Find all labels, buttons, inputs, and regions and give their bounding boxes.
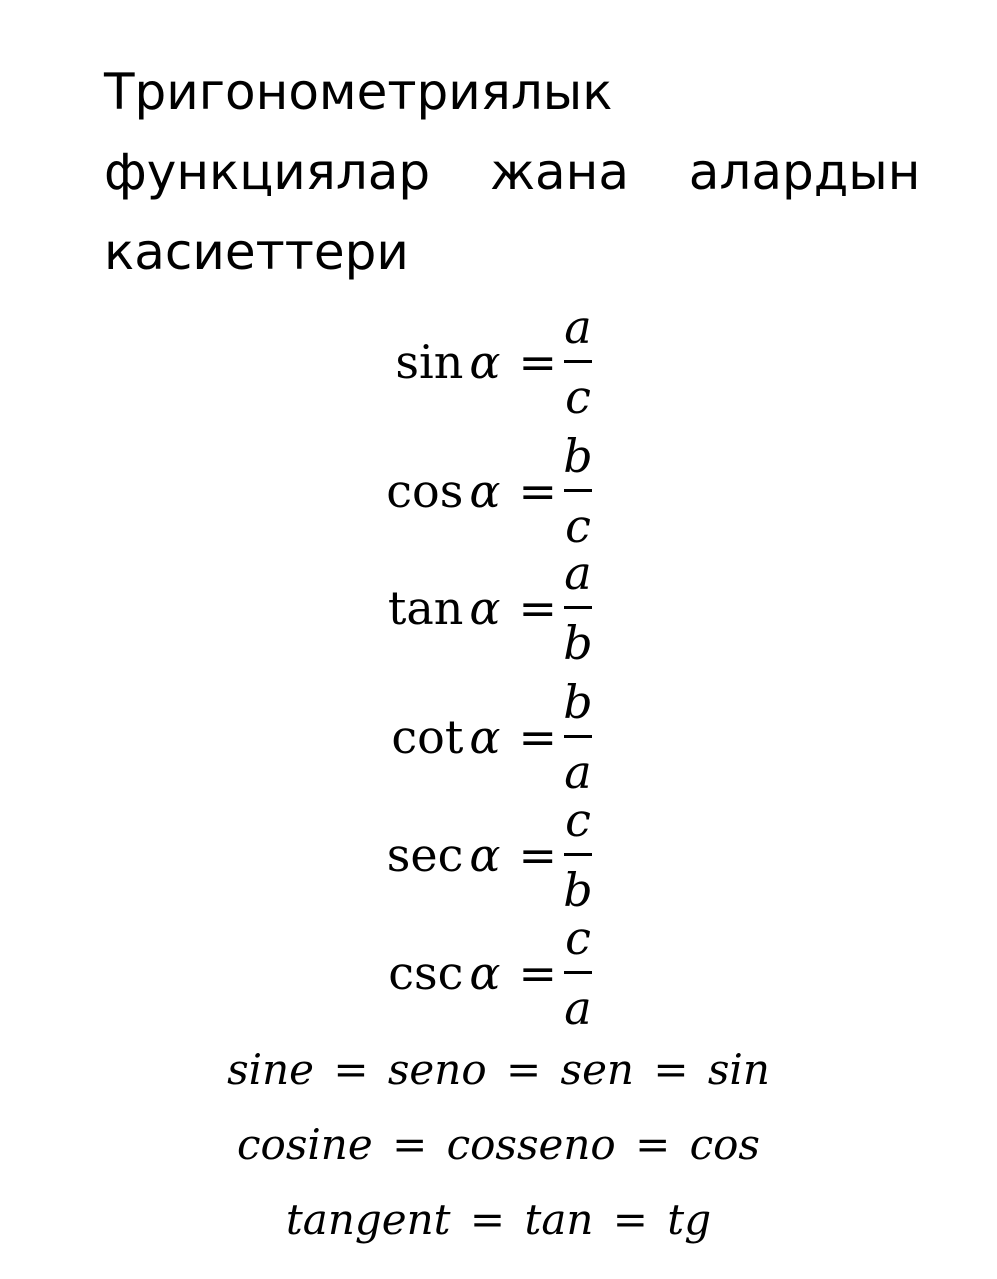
denominator: c xyxy=(565,370,591,424)
equals-sign: = xyxy=(518,464,557,518)
angle-variable: α xyxy=(469,464,501,518)
formula-lhs xyxy=(386,464,557,518)
page-title xyxy=(104,52,921,292)
angle-variable: α xyxy=(469,581,501,635)
formula-sin xyxy=(0,302,997,422)
fraction xyxy=(560,913,596,1033)
title-line-2: функциялар жана алардын xyxy=(104,143,921,201)
denominator: a xyxy=(564,745,592,799)
formula-sec xyxy=(0,795,997,915)
fraction xyxy=(560,795,596,915)
equivalence-tangent: tangent = tan = tg xyxy=(285,1195,712,1244)
numerator: b xyxy=(563,675,593,729)
formula-lhs xyxy=(387,828,557,882)
fraction-bar xyxy=(564,853,592,856)
angle-variable: α xyxy=(469,828,501,882)
fraction xyxy=(560,431,596,551)
formula-lhs xyxy=(388,581,557,635)
equivalence-cosine: cosine = cosseno = cos xyxy=(237,1120,760,1169)
angle-variable: α xyxy=(469,335,501,389)
fraction-bar xyxy=(564,606,592,609)
denominator: b xyxy=(563,863,593,917)
equals-sign: = xyxy=(518,710,557,764)
numerator: a xyxy=(564,300,592,354)
formula-tan xyxy=(0,548,997,668)
fraction-bar xyxy=(564,971,592,974)
numerator: b xyxy=(563,429,593,483)
numerator: c xyxy=(565,911,591,965)
denominator: b xyxy=(563,616,593,670)
fraction xyxy=(560,677,596,797)
function-name: cot xyxy=(391,710,464,764)
angle-variable: α xyxy=(469,946,501,1000)
formula-lhs xyxy=(395,335,557,389)
denominator: c xyxy=(565,499,591,553)
angle-variable: α xyxy=(469,710,501,764)
denominator: a xyxy=(564,981,592,1035)
fraction-bar xyxy=(564,489,592,492)
function-name: sin xyxy=(395,335,464,389)
formula-lhs xyxy=(388,946,557,1000)
formula-lhs xyxy=(391,710,557,764)
equivalence-sine: sine = seno = sen = sin xyxy=(227,1045,770,1094)
fraction-bar xyxy=(564,360,592,363)
title-line-3: касиеттери xyxy=(104,223,409,281)
fraction-bar xyxy=(564,735,592,738)
formula-cos xyxy=(0,431,997,551)
numerator: a xyxy=(564,546,592,600)
function-name: tan xyxy=(387,581,464,635)
equals-sign: = xyxy=(518,946,557,1000)
formula-cot xyxy=(0,677,997,797)
equals-sign: = xyxy=(518,828,557,882)
function-name: cos xyxy=(386,464,464,518)
function-name: csc xyxy=(388,946,464,1000)
fraction xyxy=(560,548,596,668)
numerator: c xyxy=(565,793,591,847)
function-name: sec xyxy=(386,828,464,882)
fraction xyxy=(560,302,596,422)
title-line-1: Тригонометриялык xyxy=(104,63,613,121)
equals-sign: = xyxy=(518,581,557,635)
equals-sign: = xyxy=(518,335,557,389)
formula-csc xyxy=(0,913,997,1033)
